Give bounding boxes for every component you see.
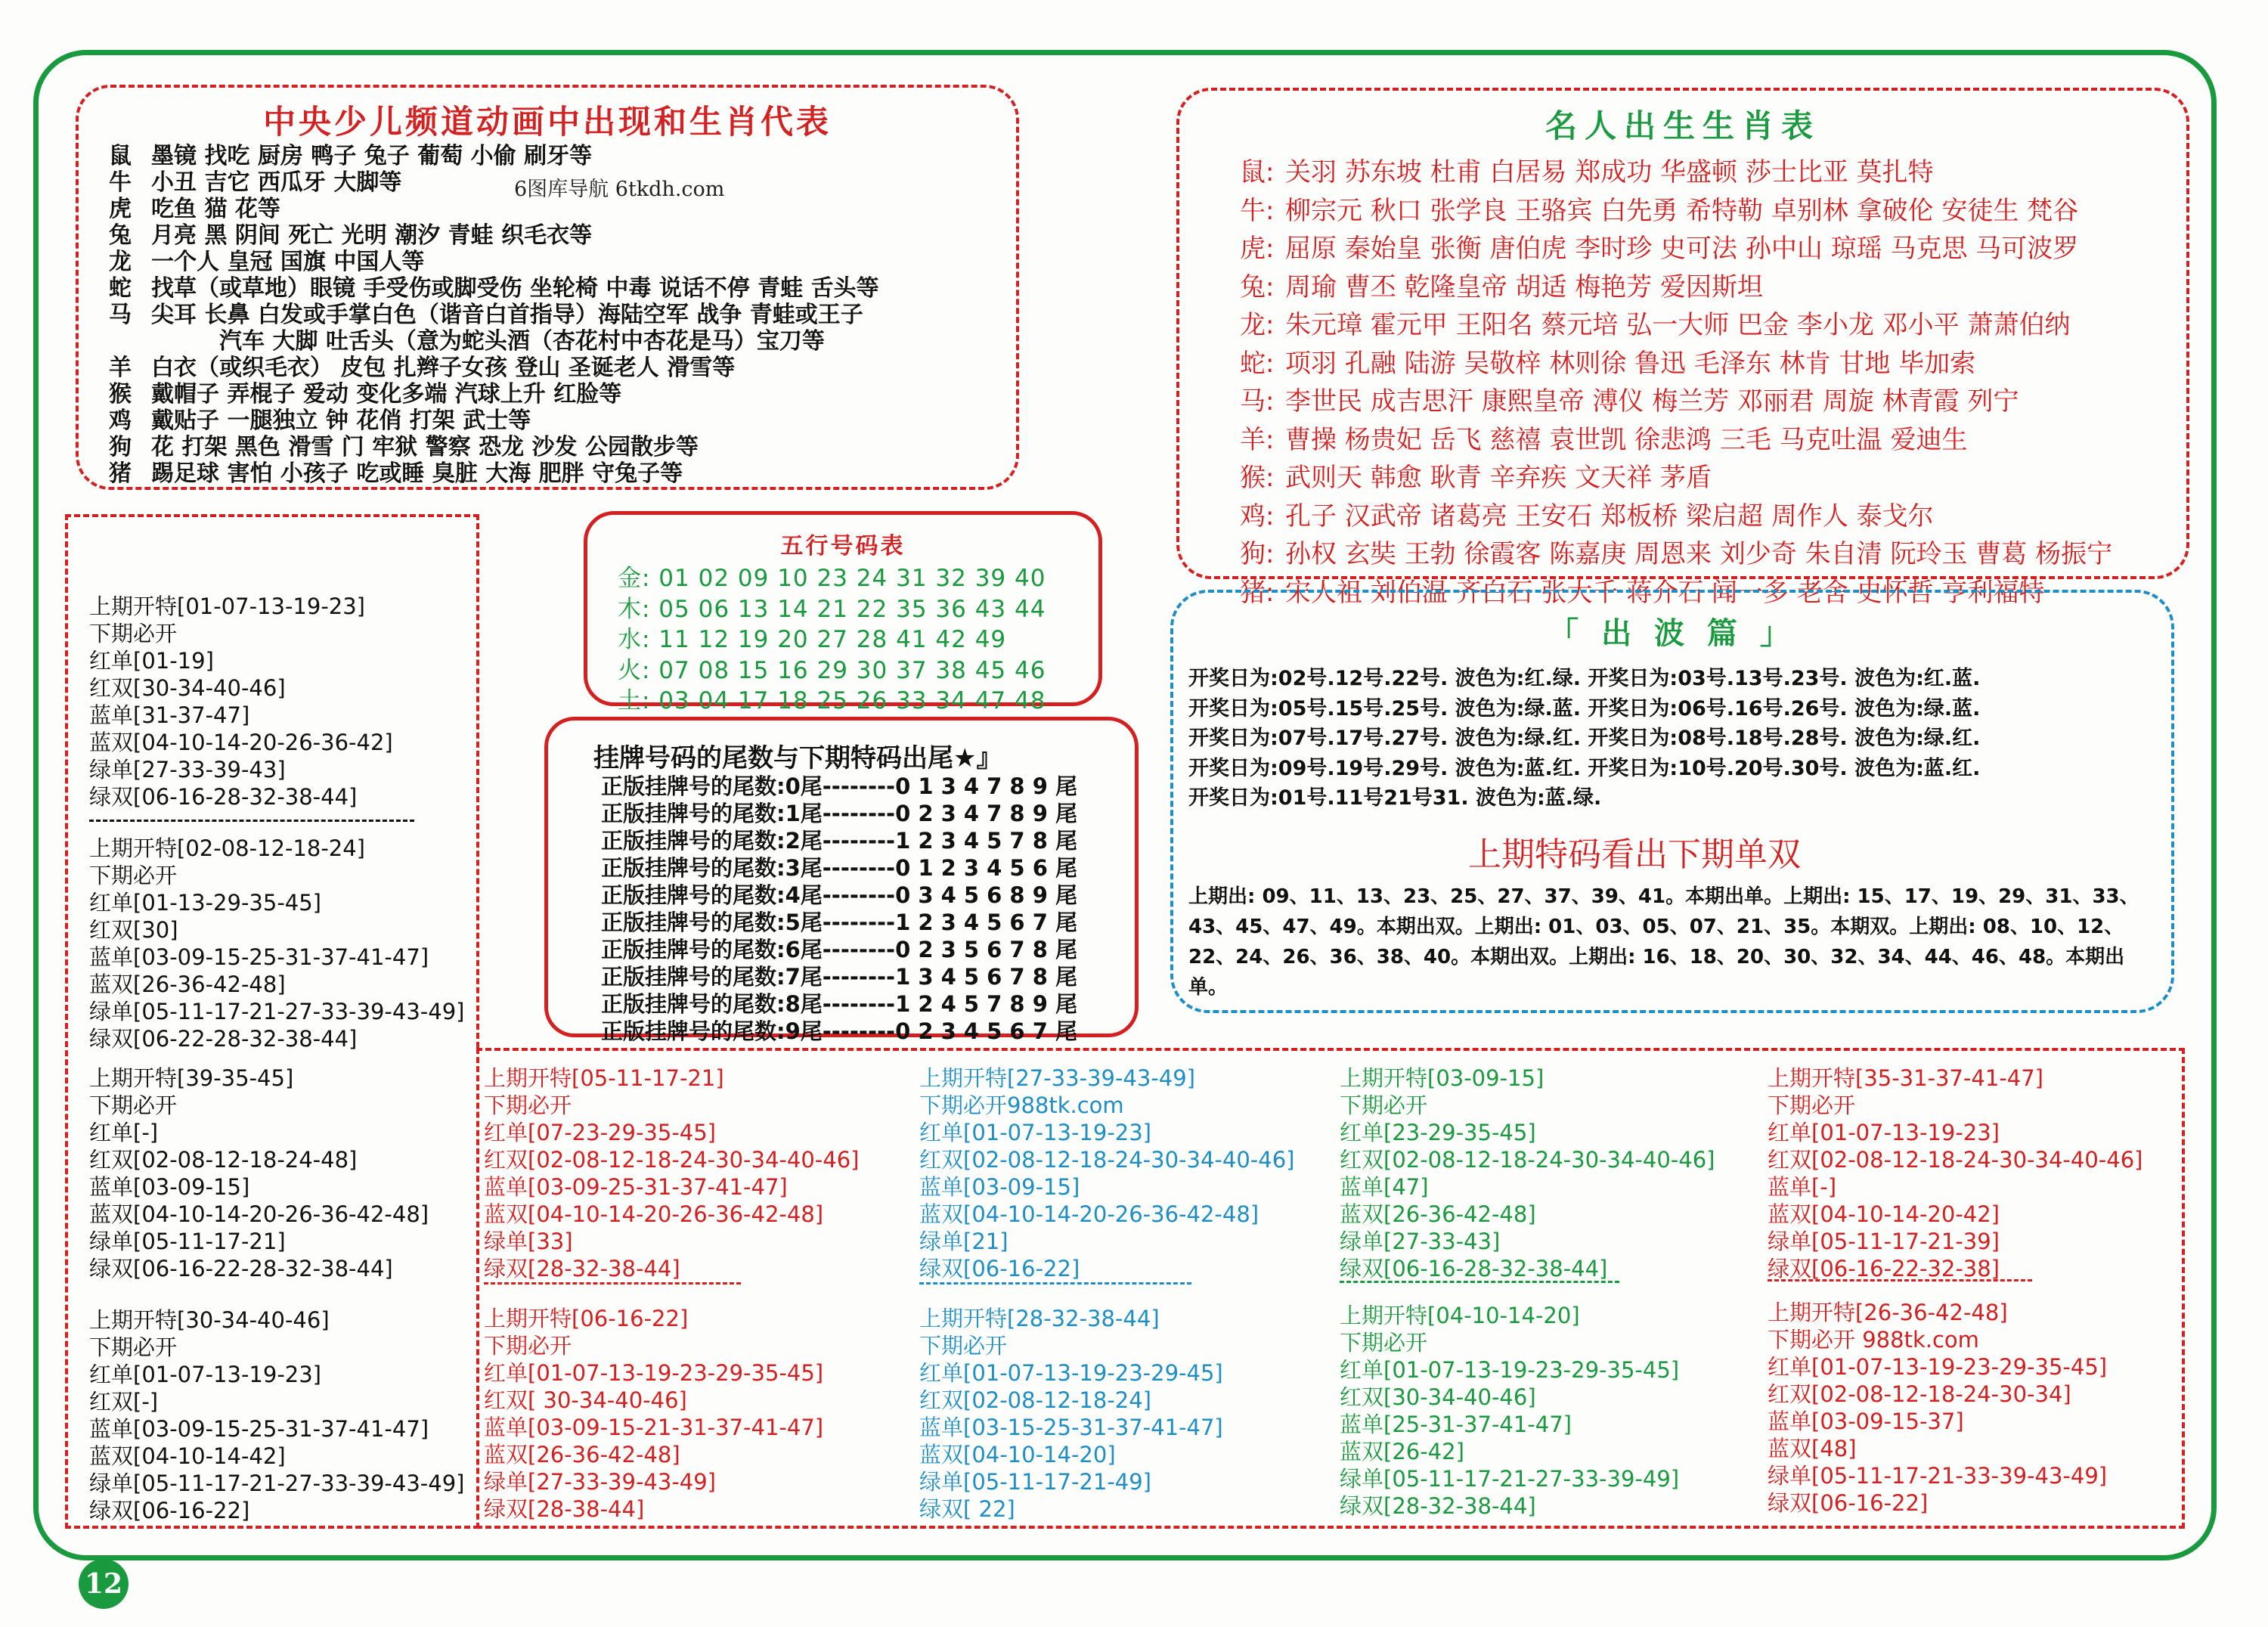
block-line: 绿单[05-11-17-21-27-33-39-49] [1340,1466,1680,1492]
tail-row: 正版挂牌号的尾数:4尾--------0 3 4 5 6 8 9 尾 [601,882,1077,908]
block-title: 上期开特[05-11-17-21] [484,1065,724,1091]
block-line: 绿单[05-11-17-21-49] [919,1469,1151,1495]
wuxing-row: 土: 03 04 17 18 25 26 33 34 47 48 [618,687,1046,714]
cartoon-row [109,355,735,381]
block-line: 绿双[06-22-28-32-38-44] [89,1026,358,1052]
cartoon-zodiac: 蛇 [109,275,132,302]
block-line: 红双[30-34-40-46] [1340,1384,1536,1410]
block-line: 红单[-] [89,1120,159,1145]
prediction-block [484,1305,823,1523]
block-line: 红单[01-07-13-19-23] [1768,1120,2000,1145]
block-line: 红单[01-07-13-19-23-29-45] [919,1360,1223,1386]
block-title: 上期开特[39-35-45] [89,1065,294,1091]
wuxing-box [584,511,1102,714]
block-line: 蓝单[03-09-15-25-31-37-41-47] [89,944,429,970]
block-line: 绿单[05-11-17-21-33-39-43-49] [1768,1463,2108,1489]
block-line: 蓝双[04-10-14-20-26-36-42-48] [89,1201,429,1227]
chubo-row: 开奖日为:09号.19号.29号. 波色为:蓝.红. 开奖日为:10号.20号.30号. 波色为:蓝.红. [1188,756,1981,780]
block-line: 蓝单[03-09-15-37] [1768,1409,1964,1434]
chubo-row: 开奖日为:07号.17号.27号. 波色为:绿.红. 开奖日为:08号.18号.28号. 波色为:绿.红. [1188,727,1981,750]
famous-zodiac: 马: [1240,386,1275,417]
block-line: 红双[02-08-12-18-24-30-34-40-46] [919,1147,1295,1173]
famous-zodiac: 猪: [1240,577,1275,608]
block-line: 下期必开 [919,1333,1008,1359]
cartoon-zodiac: 兔 [109,222,132,249]
block-line: 红单[01-07-13-19-23] [89,1362,321,1387]
block-line: 蓝双[48] [1768,1436,1857,1461]
cartoon-text: 汽车 大脚 吐舌头（意为蛇头酒（杏花村中杏花是马）宝刀等 [219,328,825,355]
block-line: 绿双[06-16-28-32-38-44] [89,784,358,810]
wuxing-row: 水: 11 12 19 20 27 28 41 42 49 [618,626,1007,653]
cartoon-row [109,170,401,196]
cartoon-text: 戴贴子 一腿独立 钟 花俏 打架 武士等 [151,408,531,434]
block-line: 绿双[28-32-38-44] [1340,1493,1536,1519]
famous-row [1240,463,1712,493]
tail-box [544,717,1139,1044]
block-line: 红双[02-08-12-18-24-30-34-40-46] [1768,1147,2143,1173]
cartoon-zodiac-box [76,85,1019,490]
block-line: 红双[02-08-12-18-24-30-34-40-46] [484,1147,860,1173]
prediction-block [89,835,464,1052]
wuxing-row: 木: 05 06 13 14 21 22 35 36 43 44 [618,595,1046,623]
dashed-separator [1340,1281,1619,1283]
famous-row [1240,196,2078,226]
block-title: 上期开特[30-34-40-46] [89,1307,330,1333]
block-line: 绿单[33] [484,1229,573,1254]
block-line: 红单[07-23-29-35-45] [484,1120,716,1145]
block-line: 绿双[06-16-22-32-38] [1768,1256,2000,1281]
famous-zodiac: 蛇: [1240,348,1275,379]
prediction-block [1768,1065,2143,1282]
block-line: 蓝双[04-10-14-20-26-36-42-48] [484,1201,824,1227]
cartoon-zodiac: 马 [109,302,132,328]
block-title: 上期开特[06-16-22] [484,1306,689,1331]
cartoon-row [109,249,424,275]
cartoon-row [109,144,592,169]
chubo-heading: 上期特码看出下期单双 [1468,835,1801,874]
block-line: 下期必开 [484,1333,572,1359]
famous-names: 曹操 杨贵妃 岳飞 慈禧 袁世凯 徐悲鸿 三毛 马克吐温 爱迪生 [1285,424,1968,455]
cartoon-text: 小丑 吉它 西瓜牙 大脚等 [151,169,402,196]
cartoon-zodiac: 鸡 [109,408,132,434]
cartoon-text: 吃鱼 猫 花等 [151,196,280,222]
block-line: 红双[ 30-34-40-46] [484,1387,687,1413]
cartoon-row [109,276,879,302]
prediction-block [919,1305,1223,1523]
cartoon-row [177,329,825,355]
block-line: 下期必开 [484,1092,572,1118]
famous-names: 朱元璋 霍元甲 王阳名 蔡元培 弘一大师 巴金 李小龙 邓小平 萧萧伯纳 [1285,310,2071,340]
block-line: 红双[02-08-12-18-24-48] [89,1147,358,1173]
block-line: 下期必开 [1340,1330,1428,1356]
cartoon-row [109,408,531,434]
block-title: 上期开特[02-08-12-18-24] [89,835,365,861]
cartoon-text: 踢足球 害怕 小孩子 吃或睡 臭脏 大海 肥胖 守兔子等 [151,460,683,487]
cartoon-text: 花 打架 黑色 滑雪 门 牢狱 警察 恐龙 沙发 公园散步等 [151,434,699,460]
dashed-separator [484,1282,741,1285]
famous-names: 周瑜 曹丕 乾隆皇帝 胡适 梅艳芳 爱因斯坦 [1285,271,1764,302]
famous-row [1240,310,2070,340]
famous-zodiac: 牛: [1240,195,1275,226]
block-title: 上期开特[28-32-38-44] [919,1306,1160,1331]
cartoon-zodiac: 牛 [109,169,132,196]
famous-row [1240,272,1763,302]
block-title: 上期开特[26-36-42-48] [1768,1300,2008,1325]
block-line: 蓝双[26-36-42-48] [1340,1201,1536,1227]
chubo-title: 「 出 波 篇 」 [1548,616,1796,651]
wuxing-row: 金: 01 02 09 10 23 24 31 32 39 40 [618,565,1046,592]
cartoon-text: 戴帽子 弄棍子 爱动 变化多端 汽球上升 红脸等 [151,381,622,408]
block-line: 绿单[27-33-43] [1340,1229,1501,1254]
block-line: 蓝单[03-09-15] [89,1174,250,1200]
famous-zodiac-box [1176,88,2189,608]
block-line: 绿单[05-11-17-21-39] [1768,1229,2000,1254]
prediction-block [1340,1302,1679,1520]
block-line: 绿双[06-16-22] [919,1256,1080,1281]
cartoon-row [109,461,683,487]
tail-row: 正版挂牌号的尾数:7尾--------1 3 4 5 6 7 8 尾 [601,964,1077,990]
cartoon-row [109,302,863,328]
block-line: 红双[-] [89,1389,159,1415]
wuxing-row: 火: 07 08 15 16 29 30 37 38 45 46 [618,656,1046,684]
block-line: 下期必开 [1768,1092,1856,1118]
block-line: 蓝单[31-37-47] [89,702,250,728]
famous-row [1240,234,2078,264]
famous-zodiac: 猴: [1240,463,1275,493]
tail-row: 正版挂牌号的尾数:9尾--------0 2 3 4 5 6 7 尾 [601,1018,1077,1044]
tail-row: 正版挂牌号的尾数:6尾--------0 2 3 5 6 7 8 尾 [601,937,1077,962]
famous-zodiac: 鸡: [1240,500,1275,531]
tail-row: 正版挂牌号的尾数:0尾--------0 1 3 4 7 8 9 尾 [601,773,1077,799]
block-line: 下期必开 [89,1334,178,1360]
block-line: 红单[23-29-35-45] [1340,1120,1536,1145]
cartoon-title: 中央少儿频道动画中出现和生肖代表 [263,104,832,141]
block-line: 蓝双[04-10-14-42] [89,1443,286,1469]
famous-zodiac: 羊: [1240,424,1275,455]
block-line: 红单[01-07-13-19-23-29-35-45] [484,1360,824,1386]
watermark: 6图库导航 6tkdh.com [514,178,725,201]
page-number: 12 [79,1559,129,1609]
cartoon-row [109,382,621,408]
cartoon-zodiac: 虎 [109,196,132,222]
famous-row [1240,501,1934,531]
famous-zodiac: 兔: [1240,271,1275,302]
prediction-block [89,593,393,810]
block-line: 蓝双[26-36-42-48] [89,972,286,997]
block-line: 蓝双[04-10-14-20] [919,1442,1116,1467]
dashed-separator [89,820,414,822]
block-line: 蓝单[03-15-25-31-37-41-47] [919,1415,1223,1440]
famous-row [1240,157,1934,187]
tail-row: 正版挂牌号的尾数:5尾--------1 2 3 4 5 6 7 尾 [601,910,1077,935]
block-line: 红双[02-08-12-18-24] [919,1387,1151,1413]
block-line: 红双[30-34-40-46] [89,675,286,701]
block-line: 蓝单[03-09-15] [919,1174,1080,1200]
block-line: 蓝单[03-09-15-25-31-37-41-47] [89,1416,429,1442]
block-line: 绿单[05-11-17-21-27-33-39-43-49] [89,1470,465,1496]
block-line: 蓝双[04-10-14-20-26-36-42-48] [919,1201,1259,1227]
tail-row: 正版挂牌号的尾数:3尾--------0 1 2 3 4 5 6 尾 [601,855,1077,881]
block-line: 绿双[06-16-28-32-38-44] [1340,1256,1608,1281]
block-line: 下期必开 [1340,1092,1428,1118]
prediction-block [1768,1299,2107,1517]
block-title: 上期开特[03-09-15] [1340,1065,1545,1091]
cartoon-text: 月亮 黑 阴间 死亡 光明 潮汐 青蛙 织毛衣等 [151,222,593,249]
block-line: 蓝双[04-10-14-20-26-36-42] [89,730,393,755]
block-line: 蓝双[04-10-14-20-42] [1768,1201,2000,1227]
cartoon-row [109,197,280,222]
famous-zodiac: 龙: [1240,310,1275,340]
famous-names: 李世民 成吉思汗 康熙皇帝 溥仪 梅兰芳 邓丽君 周旋 林青霞 列宁 [1285,386,2019,417]
block-title: 上期开特[04-10-14-20] [1340,1303,1580,1328]
block-line: 下期必开 [89,1092,178,1118]
cartoon-text: 白衣（或织毛衣） 皮包 扎辫子女孩 登山 圣诞老人 滑雪等 [151,355,736,381]
block-line: 红单[01-07-13-19-23-29-35-45] [1340,1357,1680,1383]
famous-names: 柳宗元 秋口 张学良 王骆宾 白先勇 希特勒 卓别林 拿破伦 安徒生 梵谷 [1285,195,2079,226]
famous-zodiac: 虎: [1240,234,1275,264]
block-line: 绿单[21] [919,1229,1009,1254]
cartoon-text: 一个人 皇冠 国旗 中国人等 [151,249,425,275]
block-line: 红单[01-19] [89,648,214,674]
block-line: 红双[30] [89,917,178,943]
block-line: 蓝双[26-36-42-48] [484,1442,680,1467]
block-line: 蓝单[03-09-15-21-31-37-41-47] [484,1415,824,1440]
famous-row [1240,349,1975,379]
famous-title: 名人出生生肖表 [1545,107,1820,144]
famous-names: 宋人祖 刘伯温 齐白石 张大千 蒋介石 闻一多 老舍 史怀哲 亨利福特 [1285,577,2045,608]
block-title: 上期开特[27-33-39-43-49] [919,1065,1195,1091]
prediction-block [484,1065,859,1282]
prediction-block [919,1065,1294,1282]
prediction-block [89,1065,429,1282]
cartoon-text: 尖耳 长鼻 白发或手掌白色（谐音白首指导）海陆空军 战争 青蛙或王子 [151,302,863,328]
block-title: 上期开特[35-31-37-41-47] [1768,1065,2043,1091]
cartoon-zodiac: 猪 [109,460,132,487]
cartoon-zodiac: 龙 [109,249,132,275]
tail-row: 正版挂牌号的尾数:2尾--------1 2 3 4 5 7 8 尾 [601,828,1077,854]
cartoon-zodiac: 羊 [109,355,132,381]
block-line: 下期必开 [89,863,178,888]
cartoon-zodiac: 鼠 [109,143,132,169]
famous-row [1240,386,2019,417]
cartoon-row [109,223,592,249]
block-title: 上期开特[01-07-13-19-23] [89,593,365,619]
block-line: 绿双[ 22] [919,1496,1015,1522]
block-line: 下期必开 988tk.com [1768,1327,1979,1353]
block-line: 下期必开 [89,621,178,646]
chubo-row: 开奖日为:01号.11号21号31. 波色为:蓝.绿. [1188,786,1602,810]
left-dashed-divider [476,514,479,1048]
cartoon-zodiac: 狗 [109,434,132,460]
famous-names: 项羽 孔融 陆游 吴敬梓 林则徐 鲁迅 毛泽东 林肯 甘地 毕加索 [1285,348,1976,379]
block-line: 绿单[05-11-17-21-27-33-39-43-49] [89,999,465,1024]
dashed-separator [919,1282,1191,1285]
block-line: 绿双[28-32-38-44] [484,1256,680,1281]
block-line: 红单[01-07-13-19-23] [919,1120,1151,1145]
chubo-box [1170,590,2174,1013]
prediction-block [89,1306,464,1524]
block-line: 红双[02-08-12-18-24-30-34-40-46] [1340,1147,1715,1173]
cartoon-text: 找草（或草地）眼镜 手受伤或脚受伤 坐轮椅 中毒 说话不停 青蛙 舌头等 [151,275,879,302]
tail-title: 挂牌号码的尾数与下期特码出尾★』 [593,743,1002,773]
cartoon-row [109,435,699,460]
block-line: 蓝单[47] [1340,1174,1429,1200]
wuxing-title: 五行号码表 [780,533,906,559]
dashed-separator [1768,1279,2032,1281]
block-line: 绿双[06-16-22] [1768,1490,1929,1516]
cartoon-text: 墨镜 找吃 厨房 鸭子 兔子 葡萄 小偷 刷牙等 [151,143,593,169]
block-line: 绿单[27-33-39-43] [89,757,286,783]
prediction-block [1340,1065,1715,1282]
chubo-row: 开奖日为:05号.15号.25号. 波色为:绿.蓝. 开奖日为:06号.16号.26号. 波色为:绿.蓝. [1188,696,1981,721]
famous-names: 关羽 苏东坡 杜甫 白居易 郑成功 华盛顿 莎士比亚 莫扎特 [1285,157,1934,187]
cartoon-zodiac: 猴 [109,381,132,408]
tail-row: 正版挂牌号的尾数:8尾--------1 2 4 5 7 8 9 尾 [601,991,1077,1017]
chubo-text: 上期出: 09、11、13、23、25、27、37、39、41。本期出单。上期出: 15、17、19、29、31、33、43、45、47、49。本期出双。上期出: 01、03、05、07、21、35。本期双。上期出: 08、10、12、22、24、26、36、38、40。本期出双。上期出: 16、18、20、30、32、34、44、46、48。本期出单。 [1188,885,2139,999]
famous-names: 孔子 汉武帝 诸葛亮 王安石 郑板桥 梁启超 周作人 泰戈尔 [1285,500,1934,531]
famous-zodiac: 狗: [1240,539,1275,569]
block-line: 绿单[05-11-17-21] [89,1229,286,1254]
famous-row [1240,425,1967,455]
famous-names: 孙权 玄奘 王勃 徐霞客 陈嘉庚 周恩来 刘少奇 朱自清 阮玲玉 曹葛 杨振宁 [1285,539,2113,569]
block-line: 红双[02-08-12-18-24-30-34] [1768,1381,2071,1407]
famous-names: 屈原 秦始皇 张衡 唐伯虎 李时珍 史可法 孙中山 琼瑶 马克思 马可波罗 [1285,234,2079,264]
block-line: 红单[01-13-29-35-45] [89,890,321,916]
block-line: 蓝单[-] [1768,1174,1837,1200]
tail-row: 正版挂牌号的尾数:1尾--------0 2 3 4 7 8 9 尾 [601,801,1077,826]
block-line: 下期必开988tk.com [919,1092,1124,1118]
block-line: 蓝单[03-09-25-31-37-41-47] [484,1174,788,1200]
block-line: 绿单[27-33-39-43-49] [484,1469,716,1495]
left-dashed-bottom [65,1526,479,1529]
famous-zodiac: 鼠: [1240,157,1275,187]
block-line: 红单[01-07-13-19-23-29-35-45] [1768,1354,2108,1380]
block-line: 蓝单[25-31-37-41-47] [1340,1412,1572,1437]
famous-names: 武则天 韩愈 耿青 辛弃疾 文天祥 茅盾 [1285,463,1712,493]
famous-row [1240,539,2112,569]
block-line: 蓝双[26-42] [1340,1439,1464,1464]
block-line: 绿双[06-16-22] [89,1498,250,1523]
block-line: 绿双[06-16-22-28-32-38-44] [89,1256,393,1281]
chubo-row: 开奖日为:02号.12号.22号. 波色为:红.绿. 开奖日为:03号.13号.23号. 波色为:红.蓝. [1188,667,1981,690]
block-line: 绿双[28-38-44] [484,1496,645,1522]
